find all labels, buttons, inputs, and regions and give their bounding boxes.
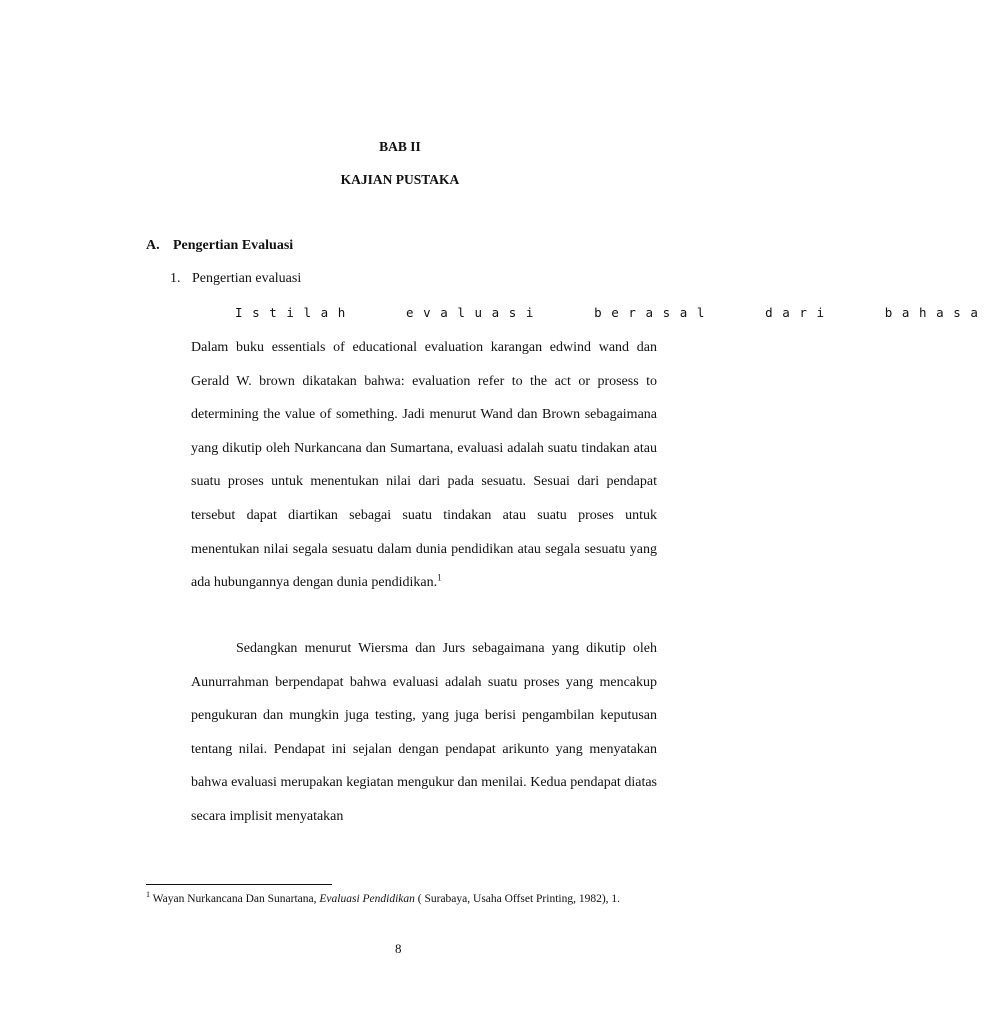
paragraph-2: [191, 632, 657, 834]
spaced-intro-line: Istilah evaluasi berasal dari bahasa: [235, 305, 988, 320]
footnote-book-title: Evaluasi Pendidikan: [319, 893, 415, 905]
footnote: [146, 891, 646, 908]
footnote-reference[interactable]: 1: [437, 572, 442, 583]
section-letter: A.: [146, 238, 160, 253]
footnote-number: 1: [146, 890, 150, 900]
footnote-author: Wayan Nurkancana Dan Sunartana,: [152, 893, 320, 905]
footnote-publication: ( Surabaya, Usaha Offset Printing, 1982), 1.: [414, 893, 621, 905]
section-title: Pengertian Evaluasi: [173, 238, 294, 253]
paragraph-1: [191, 331, 657, 600]
footnote-divider: [146, 884, 332, 885]
chapter-title: KAJIAN PUSTAKA: [340, 172, 460, 187]
subsection-number: 1.: [170, 271, 181, 286]
page-number: 8: [395, 941, 402, 956]
chapter-number: BAB II: [379, 139, 421, 154]
subsection-heading: [170, 271, 301, 287]
paragraph-2-text: Sedangkan menurut Wiersma dan Jurs sebagaimana yang dikutip oleh Aunurrahman berpendapat bahwa evaluasi adalah suatu proses yang mencakup pengukuran dan mungkin juga testing, yang juga berisi pengambilan keputusan tentang nilai. Pendapat ini sejalan dengan pendapat arikunto yang menyatakan bahwa evaluasi merupakan kegiatan mengukur dan menilai. Kedua pendapat diatas secara implisit menyatakan: [191, 641, 657, 824]
subsection-title: Pengertian evaluasi: [192, 271, 302, 286]
section-heading: [146, 238, 293, 254]
paragraph-1-text: Dalam buku essentials of educational evaluation karangan edwind wand dan Gerald W. brown dikatakan bahwa: evaluation refer to the act or prosess to determining the value of something. Jadi menurut Wand dan Brown sebagaimana yang dikutip oleh Nurkancana dan Sumartana, evaluasi adalah suatu tindakan atau suatu proses untuk menentukan nilai dari pada sesuatu. Sesuai dari pendapat tersebut dapat diartikan sebagai suatu tindakan atau suatu proses untuk menentukan nilai segala sesuatu dalam dunia pendidikan atau segala sesuatu yang ada hubungannya dengan dunia pendidikan.: [191, 340, 657, 591]
